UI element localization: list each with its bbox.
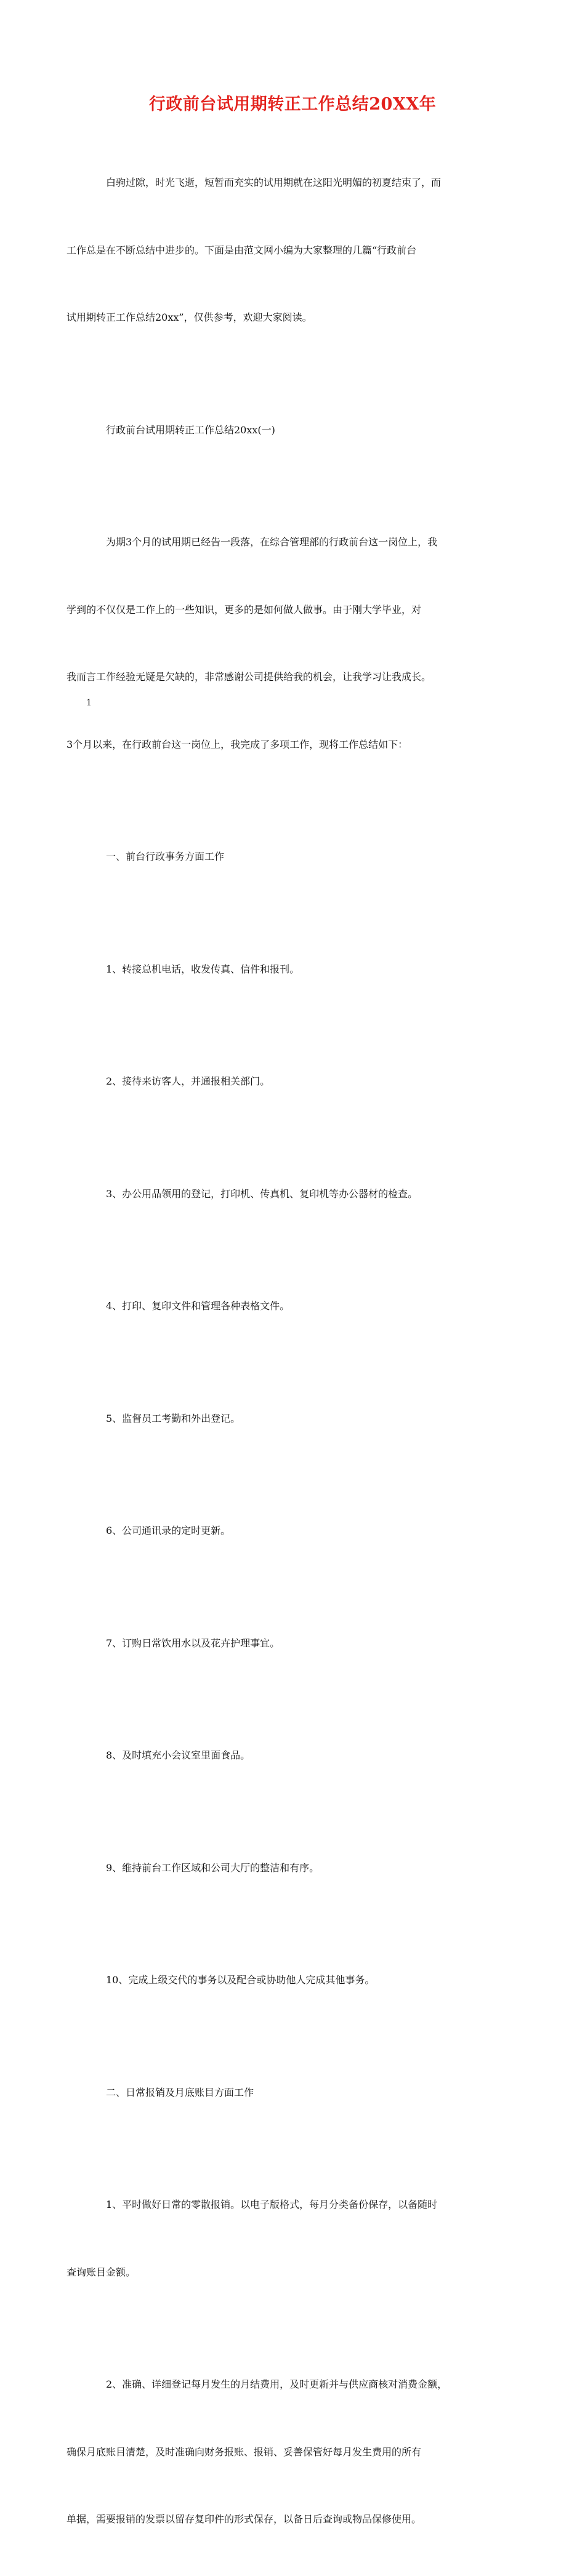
list-item (86, 1475, 505, 1587)
list-item (86, 1138, 505, 1251)
list-item (86, 1363, 505, 1475)
list-item (86, 1025, 505, 1138)
paragraph-line: 白驹过隙，时光飞逝，短暂而充实的试用期就在这阳光明媚的初夏结束了，而 (106, 177, 442, 188)
paragraph-line: 4、打印、复印文件和管理各种表格文件。 (106, 1300, 290, 1312)
paragraph-line: 行政前台试用期转正工作总结20xx(一) (106, 423, 275, 436)
list-item (86, 1250, 505, 1363)
paragraph-line: 2、准确、详细登记每月发生的月结费用，及时更新并与供应商核对消费金额， (106, 2378, 448, 2390)
page-number: 1 (86, 698, 92, 708)
paragraph-line: 二、日常报销及月底账目方面工作 (106, 2086, 254, 2098)
paragraph-line: 8、及时填充小会议室里面食品。 (106, 1749, 251, 1761)
paragraph-line: 7、订购日常饮用水以及花卉护理事宜。 (106, 1637, 280, 1649)
paragraph-line: 9、维持前台工作区域和公司大厅的整洁和有序。 (106, 1861, 320, 1874)
list-item (67, 2329, 505, 2576)
paragraph-line: 为期3个月的试用期已经告一段落，在综合管理部的行政前台这一岗位上，我 (106, 536, 438, 548)
section-heading (86, 374, 505, 487)
subheading-reimbursement (86, 2037, 505, 2149)
list-item (86, 1924, 505, 2037)
paragraph-line: 一、前台行政事务方面工作 (106, 851, 225, 862)
paragraph-line: 3、办公用品领用的登记，打印机、传真机、复印机等办公器材的检查。 (106, 1187, 418, 1200)
list-item (67, 2149, 505, 2329)
list-item (86, 913, 505, 1026)
paragraph-line: 3个月以来，在行政前台这一岗位上，我完成了多项工作，现将工作总结如下： (67, 738, 408, 750)
document-body (67, 127, 505, 2576)
list-item (86, 1812, 505, 1925)
paragraph-line: 单据，需要报销的发票以留存复印件的形式保存，以备日后查询或物品保修使用。 (67, 2513, 422, 2525)
paragraph-line: 6、公司通讯录的定时更新。 (106, 1525, 231, 1536)
subheading-front-desk (86, 801, 505, 913)
paragraph-line: 2、接待来访客人，并通报相关部门。 (106, 1075, 270, 1087)
paragraph-line: 10、完成上级交代的事务以及配合或协助他人完成其他事务。 (106, 1974, 375, 1986)
paragraph-summary (67, 486, 505, 801)
paragraph-line: 5、监督员工考勤和外出登记。 (106, 1412, 241, 1424)
list-item (86, 1699, 505, 1812)
paragraph-line: 1、平时做好日常的零散报销。以电子版格式，每月分类备份保存，以备随时 (106, 2199, 438, 2210)
paragraph-line: 我而言工作经验无疑是欠缺的，非常感谢公司提供给我的机会，让我学习让我成长。 (67, 671, 432, 683)
paragraph-line: 确保月底账目清楚，及时准确向财务报账、报销、妥善保管好每月发生费用的所有 (67, 2446, 422, 2458)
list-item (86, 1587, 505, 1700)
paragraph-line: 工作总是在不断总结中进步的。下面是由范文网小编为大家整理的几篇“行政前台 (67, 244, 417, 256)
paragraph-intro (67, 127, 505, 374)
paragraph-line: 查询账目金额。 (67, 2266, 136, 2278)
paragraph-line: 学到的不仅仅是工作上的一些知识，更多的是如何做人做事。由于刚大学毕业，对 (67, 603, 422, 616)
paragraph-line: 试用期转正工作总结20xx”，仅供参考，欢迎大家阅读。 (67, 311, 312, 323)
document-title: 行政前台试用期转正工作总结20XX年 (148, 95, 437, 114)
paragraph-line: 1、转接总机电话，收发传真、信件和报刊。 (106, 963, 300, 975)
